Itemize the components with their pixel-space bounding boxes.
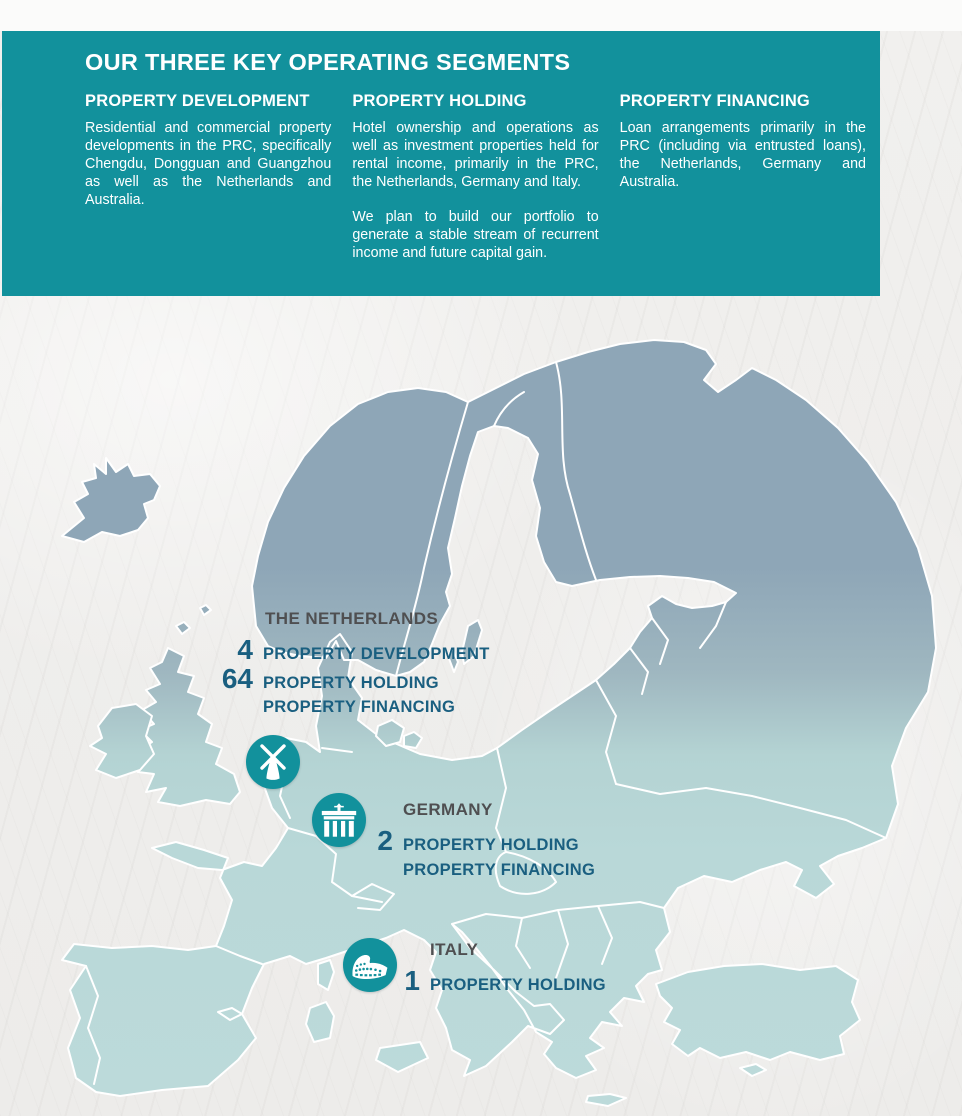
country-name: GERMANY [403,800,493,819]
segment-heading: PROPERTY DEVELOPMENT [85,92,310,110]
segment-label: PROPERTY HOLDING [430,976,606,994]
corsica-shape [318,960,334,990]
segment-paragraph: Hotel ownership and operations as well as investment properties held for rental income, primarily in the PRC, the Netherlands, Germany and Italy. [352,120,599,190]
segment-column-financing [620,91,866,262]
iceland-shape [62,458,160,542]
segment-count: 4 [237,634,253,665]
country-name: THE NETHERLANDS [265,609,439,628]
italy-marker [343,938,397,992]
netherlands-marker [246,735,300,789]
page-top-margin [0,0,962,31]
segment-row [215,693,490,722]
segment-row [215,662,490,694]
segment-column-development [85,91,331,262]
country-name: ITALY [430,940,479,959]
sardinia-shape [306,1002,334,1042]
segment-label: PROPERTY DEVELOPMENT [263,645,490,663]
segment-count: 1 [404,965,420,996]
orkney-shetland-shape [200,605,211,615]
segment-rows [353,827,595,884]
banner-columns [85,91,866,262]
segment-paragraph: Loan arrangements primarily in the PRC (including via entrusted loans), the Netherlands, Germany and Australia. [619,120,866,190]
segment-row [215,636,490,665]
danish-islands-shape [404,732,422,748]
sicily-shape [376,1042,428,1072]
segment-heading: PROPERTY FINANCING [619,92,810,110]
segment-rows [215,636,490,722]
colosseum-icon [348,945,392,985]
segment-row [353,827,595,856]
segment-label: PROPERTY HOLDING [403,836,579,854]
segment-row [380,967,606,996]
key-segments-banner [2,31,880,296]
segment-rows [380,967,606,996]
segment-label: PROPERTY HOLDING [263,673,439,692]
cyprus-shape [740,1064,766,1076]
orkney-shetland-shape [176,622,190,634]
segment-column-holding [352,91,598,262]
windmill-icon [253,742,293,782]
segment-heading: PROPERTY HOLDING [352,92,527,110]
europe-map-section [0,296,962,1116]
segment-count: 64 [221,662,253,694]
segment-paragraph: We plan to build our portfolio to generate a stable stream of recurrent income and future capital gain. [352,209,599,261]
crete-shape [586,1094,626,1106]
location-block-netherlands [215,609,490,722]
turkey-shape [656,964,860,1060]
segment-label: PROPERTY FINANCING [263,698,456,716]
location-block-italy [380,940,606,996]
segment-row [353,856,595,885]
brandenburg-gate-icon [318,800,360,840]
location-block-germany [353,800,595,884]
segment-paragraph: Residential and commercial property developments in the PRC, specifically Chengdu, Dongguan and Guangzhou as well as the Netherlands and Australia. [85,120,332,208]
germany-marker [312,793,366,847]
segment-label: PROPERTY FINANCING [403,860,596,879]
segment-count: 2 [377,825,393,856]
banner-title: OUR THREE KEY OPERATING SEGMENTS [85,49,571,75]
